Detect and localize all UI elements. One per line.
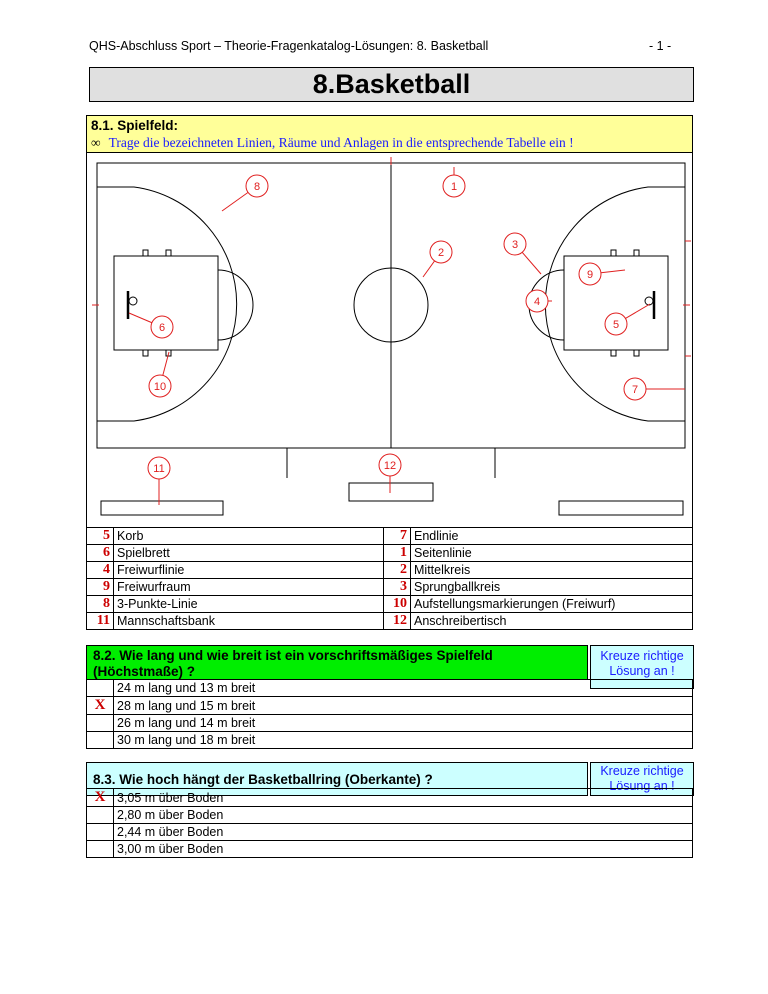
answer-text: 24 m lang und 13 m breit	[114, 680, 693, 697]
page-number: - 1 -	[649, 39, 672, 53]
answers-8-3	[86, 788, 693, 858]
hint-8-2: Kreuze richtige Lösung an !	[590, 645, 694, 689]
section-1-instruction	[91, 134, 688, 151]
legend-number: 4	[87, 562, 114, 579]
legend-label: Aufstellungsmarkierungen (Freiwurf)	[411, 596, 693, 613]
answer-text: 3,00 m über Boden	[114, 841, 693, 858]
answer-checkbox[interactable]	[87, 732, 114, 749]
answer-text: 2,80 m über Boden	[114, 807, 693, 824]
legend-label: Freiwurflinie	[114, 562, 384, 579]
answers-8-2	[86, 679, 693, 749]
marker-label: 1	[450, 181, 458, 193]
answer-row	[87, 807, 693, 824]
legend-number: 10	[384, 596, 411, 613]
legend-label: Korb	[114, 528, 384, 545]
hint-8-3: Kreuze richtige Lösung an !	[590, 762, 694, 796]
answer-checkbox[interactable]	[87, 807, 114, 824]
legend-number: 12	[384, 613, 411, 630]
answer-checkbox[interactable]	[87, 841, 114, 858]
answer-row	[87, 697, 693, 715]
answer-checkbox[interactable]: X	[87, 697, 114, 715]
legend-label: Spielbrett	[114, 545, 384, 562]
left-free-throw-arc	[218, 270, 253, 340]
marker-label: 10	[153, 381, 167, 393]
answer-row	[87, 824, 693, 841]
answer-text: 28 m lang und 15 m breit	[114, 697, 693, 715]
legend-number: 1	[384, 545, 411, 562]
legend-row	[87, 545, 693, 562]
court-figure	[86, 152, 693, 527]
legend-label: Seitenlinie	[411, 545, 693, 562]
marker-label: 5	[612, 319, 620, 331]
answer-row	[87, 715, 693, 732]
legend-number: 7	[384, 528, 411, 545]
answer-row	[87, 680, 693, 697]
bullet-icon: ∞	[91, 135, 101, 150]
legend-number: 11	[87, 613, 114, 630]
legend-row	[87, 613, 693, 630]
legend-label: Mittelkreis	[411, 562, 693, 579]
section-1-header	[86, 115, 693, 153]
legend-label: Anschreibertisch	[411, 613, 693, 630]
scorer-table	[349, 483, 433, 501]
answer-checkbox[interactable]: X	[87, 789, 114, 807]
marker-label: 9	[586, 269, 594, 281]
answer-text: 26 m lang und 14 m breit	[114, 715, 693, 732]
answer-checkbox[interactable]	[87, 680, 114, 697]
legend-number: 8	[87, 596, 114, 613]
answer-row	[87, 732, 693, 749]
legend-label: Sprungballkreis	[411, 579, 693, 596]
marker-label: 2	[437, 247, 445, 259]
right-basket	[645, 297, 653, 305]
legend-number: 5	[87, 528, 114, 545]
legend-table	[86, 527, 693, 630]
legend-row	[87, 596, 693, 613]
question-8-2: 8.2. Wie lang und wie breit ist ein vorschriftsmäßiges Spielfeld (Höchstmaße) ?	[86, 645, 588, 680]
legend-label: Mannschaftsbank	[114, 613, 384, 630]
legend-row	[87, 579, 693, 596]
answer-text: 3,05 m über Boden	[114, 789, 693, 807]
answer-row	[87, 841, 693, 858]
right-bench	[559, 501, 683, 515]
left-basket	[129, 297, 137, 305]
marker-label: 6	[158, 322, 166, 334]
marker-label: 8	[253, 181, 261, 193]
left-bench	[101, 501, 223, 515]
question-8-3: 8.3. Wie hoch hängt der Basketballring (Oberkante) ?	[86, 762, 588, 796]
legend-number: 3	[384, 579, 411, 596]
instruction-text: Trage die bezeichneten Linien, Räume und Anlagen in die entsprechende Tabelle ein !	[108, 135, 574, 150]
legend-label: Endlinie	[411, 528, 693, 545]
marker-label: 4	[533, 296, 541, 308]
legend-row	[87, 562, 693, 579]
legend-number: 9	[87, 579, 114, 596]
marker-label: 11	[153, 463, 165, 475]
right-three-point-line	[545, 187, 685, 421]
legend-label: 3-Punkte-Linie	[114, 596, 384, 613]
answer-checkbox[interactable]	[87, 715, 114, 732]
legend-row	[87, 528, 693, 545]
marker-label: 7	[631, 384, 639, 396]
answer-text: 2,44 m über Boden	[114, 824, 693, 841]
legend-number: 6	[87, 545, 114, 562]
page-header: QHS-Abschluss Sport – Theorie-Fragenkatalog-Lösungen: 8. Basketball	[89, 39, 489, 53]
page-title: 8.Basketball	[89, 67, 694, 102]
legend-label: Freiwurfraum	[114, 579, 384, 596]
marker-label: 12	[383, 460, 397, 472]
legend-number: 2	[384, 562, 411, 579]
answer-row	[87, 789, 693, 807]
section-1-heading: 8.1. Spielfeld:	[91, 118, 179, 133]
court-diagram	[87, 153, 692, 528]
marker-label: 3	[511, 239, 519, 251]
answer-checkbox[interactable]	[87, 824, 114, 841]
answer-text: 30 m lang und 18 m breit	[114, 732, 693, 749]
